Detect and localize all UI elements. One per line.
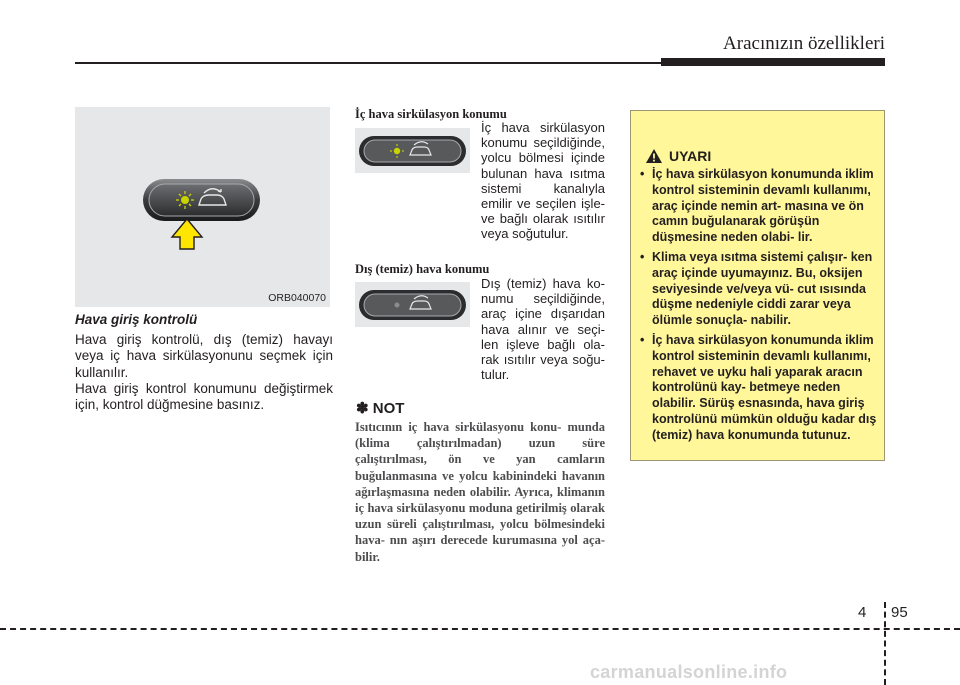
recirculation-mode-text: İç hava sirkülasyon konumu seçildiğinde, yolcu bölmesi içinde bulunan hava ısıtma sistemi kanalıyla emilir ve seçilen işle- ve bağlı olarak ısıtılır veya soğutulur.: [481, 120, 605, 242]
instruction-paragraph: Hava giriş kontrol konumunu değiştirmek için, kontrol düğmesine basınız.: [75, 381, 333, 413]
warning-item: • İç hava sirkülasyon konumunda iklim kontrol sisteminin devamlı kullanımı, rehavet ve uyku hali yaparak aracın kontrolünü kay- betmeye neden olabilir. Sürüş esnasında, hava giriş kontrolünü mümkün olduğu kadar dış (temiz) hava konumunda tutunuz.: [639, 333, 879, 444]
header-bar: [661, 58, 885, 66]
fresh-air-mode-text: Dış (temiz) hava ko- numu seçildiğinde, araç içine dışarıdan hava alınır ve seçi- len işleve bağlı ola- rak ısıtılır veya soğu- tulur.: [481, 276, 605, 383]
warning-title: UYARI: [669, 148, 712, 164]
note-label: NOT: [372, 400, 405, 417]
recirculation-button-figure: [355, 128, 470, 173]
fresh-air-mode-title: Dış (temiz) hava konumu: [355, 262, 490, 276]
air-intake-button-illustration: [75, 107, 330, 307]
header-rule: [75, 62, 661, 64]
chapter-title: Aracınızın özellikleri: [723, 33, 885, 54]
figure-code: ORB040070: [268, 292, 326, 304]
footer-rule: [0, 628, 960, 630]
warning-list: [639, 167, 879, 448]
page-number: 95: [891, 604, 908, 621]
air-intake-button-figure: [75, 107, 330, 307]
fresh-air-button-figure: [355, 282, 470, 327]
note-body: Isıtıcının iç hava sirkülasyonu konu- munda (klima çalıştırılmadan) uzun süre çalıştırılması, ön ve yan camların buğulanmasına ve yolcu kabinindeki havanın ağırlaşmasına neden olabilir. Ayrıca, klimanın iç hava sirkülasyonu moduna getirilmiş olarak uzun süreli çalıştırılması, yolcu bölmesindeki hava- nın aşırı derecede kurumasına yol aça- bilir.: [355, 420, 605, 564]
chapter-number: 4: [858, 604, 867, 621]
warning-box: [630, 110, 885, 461]
warning-triangle-icon: [645, 148, 663, 164]
warning-item: • Klima veya ısıtma sistemi çalışır- ken araç içinde uyumayınız. Bu, oksijen seviyesinde ve/veya vü- cut ısısında düşme nedeniyle ciddi zarar veya ölümle sonuçla- nabilir.: [639, 250, 879, 329]
watermark: carmanualsonline.info: [590, 662, 788, 682]
footer-divider: [884, 602, 886, 685]
warning-item: • İç hava sirkülasyon konumunda iklim kontrol sisteminin devamlı kullanımı, araç içinde nemin art- masına ve ön camın buğulanarak görüşün düşmesine neden olabi- lir.: [639, 167, 879, 246]
recirculation-mode-title: İç hava sirkülasyon konumu: [355, 107, 507, 121]
intro-paragraph: Hava giriş kontrolü, dış (temiz) havayı veya iç hava sirkülasyonunu seçmek için kullanılır.: [75, 332, 333, 380]
warning-heading: [645, 148, 711, 164]
press-arrow-icon: [172, 219, 202, 249]
note-symbol: ✽: [356, 400, 369, 417]
section-title: Hava giriş kontrolü: [75, 312, 198, 327]
note-heading: [356, 399, 404, 417]
